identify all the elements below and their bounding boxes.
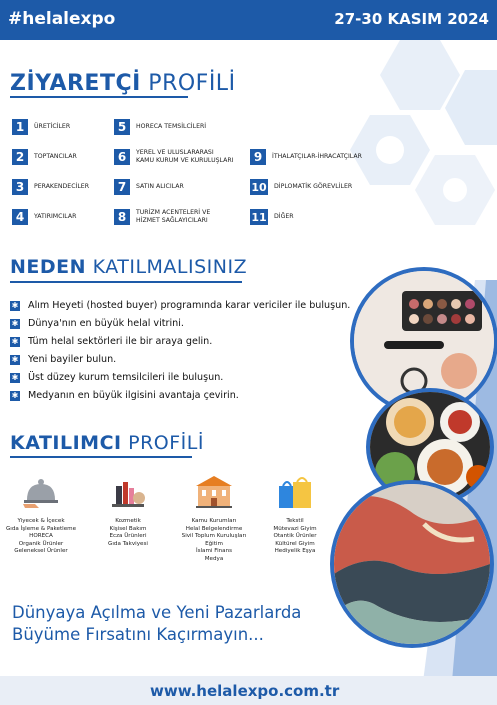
visitor-item-8 xyxy=(114,209,210,225)
why-title-light: KATILMALISINIZ xyxy=(92,256,248,278)
visitor-item-10 xyxy=(250,179,352,195)
benefit-text: Alım Heyeti (hosted buyer) programında karar vericiler ile buluşun. xyxy=(28,300,351,311)
check-icon: ✱ xyxy=(11,355,19,364)
top-bar xyxy=(0,0,497,40)
visitor-item-label: HORECA TEMSİLCİLERİ xyxy=(136,123,207,131)
visitor-item-number: 9 xyxy=(250,149,266,165)
visitor-item-label: DİPLOMATİK GÖREVLİLER xyxy=(274,183,353,191)
participant-category-text: Yiyecek & İçecek Gıda İşleme & Paketleme HORECA Organik Ürünler Geleneksel Ürünler xyxy=(5,518,77,555)
benefit-text: Dünya'nın en büyük helal vitrini. xyxy=(28,318,184,329)
hashtag: #helalexpo xyxy=(8,9,116,29)
textile-photo xyxy=(330,480,494,648)
visitor-title-light: PROFİLİ xyxy=(148,71,236,96)
participant-profile-title xyxy=(10,432,204,454)
cosmetics-icon xyxy=(108,474,148,510)
hexagon-pattern xyxy=(340,30,497,270)
benefit-item xyxy=(10,318,184,329)
visitor-title-underline xyxy=(10,96,188,98)
check-icon: ✱ xyxy=(11,373,19,382)
slogan-text: Dünyaya Açılma ve Yeni Pazarlarda Büyüme Fırsatını Kaçırmayın... xyxy=(12,603,302,644)
government-building-icon xyxy=(194,474,234,510)
visitor-item-number: 7 xyxy=(114,179,130,195)
participant-title-underline xyxy=(10,456,192,458)
visitor-item-5 xyxy=(114,119,206,135)
visitor-item-number: 8 xyxy=(114,209,130,225)
visitor-item-number: 10 xyxy=(251,180,267,194)
visitor-item-number: 6 xyxy=(114,149,130,165)
visitor-title-bold: ZİYARETÇİ xyxy=(10,71,141,96)
benefit-item xyxy=(10,336,212,347)
benefit-text: Medyanın en büyük ilgisini avantaja çevirin. xyxy=(28,390,239,401)
benefit-item xyxy=(10,390,239,401)
visitor-item-label: İTHALATÇILAR-İHRACATÇILAR xyxy=(272,153,362,161)
benefit-item xyxy=(10,372,223,383)
visitor-item-number: 3 xyxy=(12,179,28,195)
visitor-item-number: 4 xyxy=(12,209,28,225)
visitor-item-label: TOPTANCILAR xyxy=(34,153,77,161)
modest-clothing-image xyxy=(334,484,490,644)
check-icon: ✱ xyxy=(11,337,19,346)
benefit-text: Yeni bayiler bulun. xyxy=(28,354,117,365)
check-icon: ✱ xyxy=(11,391,19,400)
participant-category-text: Kozmetik Kişisel Bakım Ecza Ürünleri Gıda Takviyesi xyxy=(108,518,148,547)
participant-title-light: PROFİLİ xyxy=(128,432,204,454)
visitor-item-1 xyxy=(12,119,70,135)
visitor-item-label: ÜRETİCİLER xyxy=(34,123,71,131)
visitor-item-label: SATIN ALICILAR xyxy=(136,183,184,191)
visitor-item-11 xyxy=(250,209,294,225)
why-join-title xyxy=(10,256,247,278)
benefit-text: Üst düzey kurum temsilcileri ile buluşun. xyxy=(28,372,224,383)
event-dates: 27-30 KASIM 2024 xyxy=(334,10,489,28)
website-link[interactable]: www.helalexpo.com.tr xyxy=(150,682,340,700)
check-icon: ✱ xyxy=(11,301,19,310)
participant-category-text: Tekstil Mütevazi Giyim Otantik Ürünler Kültürel Giyim Hediyelik Eşya xyxy=(273,518,317,555)
food-cloche-icon xyxy=(21,474,61,510)
why-title-underline xyxy=(10,281,242,283)
participant-category-food xyxy=(0,474,82,556)
participant-category-text: Kamu Kurumları Helal Belgelendirme Sivil Toplum Kuruluşları Eğitim İslami Finans Medya xyxy=(181,518,247,562)
visitor-item-number: 2 xyxy=(12,149,28,165)
visitor-item-label: DİĞER xyxy=(274,213,294,221)
visitor-item-label: PERAKENDECİLER xyxy=(34,183,89,191)
benefit-item xyxy=(10,354,116,365)
participant-category-public xyxy=(173,474,255,563)
visitor-item-6 xyxy=(114,149,233,165)
visitor-item-label: TURİZM ACENTELERİ VE HİZMET SAĞLAYICILARI xyxy=(136,209,211,224)
visitor-item-4 xyxy=(12,209,76,225)
benefit-text: Tüm helal sektörleri ile bir araya gelin. xyxy=(28,336,213,347)
visitor-item-7 xyxy=(114,179,184,195)
participant-category-cosmetics xyxy=(87,474,169,548)
visitor-item-label: YEREL VE ULUSLARARASI KAMU KURUM VE KURULUŞLARI xyxy=(136,149,234,164)
visitor-item-label: YATIRIMCILAR xyxy=(34,213,77,221)
visitor-profile-title xyxy=(10,71,236,96)
visitor-item-3 xyxy=(12,179,89,195)
participant-title-bold: KATILIMCI xyxy=(10,432,122,454)
visitor-item-number: 1 xyxy=(12,119,28,135)
visitor-item-number: 11 xyxy=(251,210,267,224)
visitor-item-number: 5 xyxy=(114,119,130,135)
visitor-item-2 xyxy=(12,149,77,165)
check-icon: ✱ xyxy=(11,319,19,328)
visitor-item-9 xyxy=(250,149,362,165)
why-title-bold: NEDEN xyxy=(10,256,87,278)
